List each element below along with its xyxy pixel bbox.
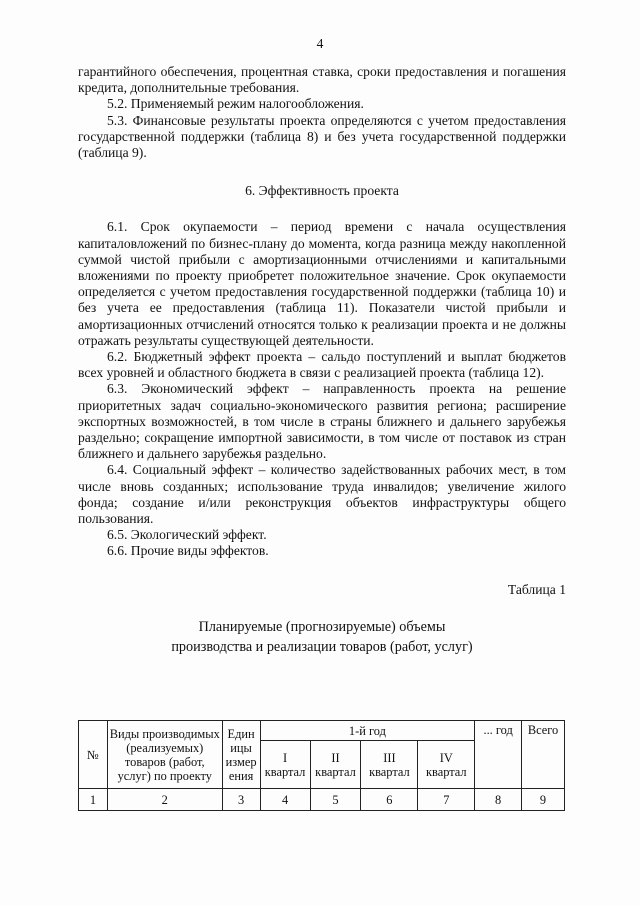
paragraph-6-1: 6.1. Срок окупаемости – период времени с начала осуществления капиталовложений по бизнес-плану до момента, когда разница между накопленной суммой чистой прибыли с амортизационными отчислениями и капитальными вложениями по проекту приобретет положительное значение. Срок окупаемости определяется с учетом предоставления государственной поддержки (таблица 10) и без учета ее предоставления (таблица 11). Показатели чистой прибыли и амортизационных отчислений относятся только к реализации проекта и не должны отражать результаты существующей деятельности. [78, 219, 566, 348]
production-table [78, 720, 565, 811]
table-cell: 7 [418, 789, 475, 811]
table-title [78, 617, 566, 657]
paragraph-6-6: 6.6. Прочие виды эффектов. [107, 543, 269, 559]
table-cell: 3 [222, 789, 260, 811]
paragraph-6-2: 6.2. Бюджетный эффект проекта – сальдо поступлений и выплат бюджетов всех уровней и областного бюджета в связи с реализацией проекта (таблица 12). [78, 349, 566, 381]
table-cell: 8 [475, 789, 522, 811]
header-num: № [79, 721, 108, 789]
table-title-line2: производства и реализации товаров (работ, услуг) [171, 638, 473, 655]
table-cell: 6 [361, 789, 418, 811]
paragraph-6-5: 6.5. Экологический эффект. [107, 527, 267, 543]
header-q3: III квартал [361, 741, 418, 789]
header-q2: II квартал [310, 741, 361, 789]
paragraph-6-4: 6.4. Социальный эффект – количество задействованных рабочих мест, в том числе вновь созданных; использование труда инвалидов; увеличение жилого фонда; создание и/или реконструкция объектов инфраструктуры общего пользования. [78, 462, 566, 527]
header-year-n: ... год [475, 721, 522, 789]
table-cell: 1 [79, 789, 108, 811]
header-q4: IV квартал [418, 741, 475, 789]
section-heading: 6. Эффективность проекта [245, 183, 399, 199]
table-label: Таблица 1 [507, 581, 566, 597]
table-cell: 5 [310, 789, 361, 811]
table-title-line1: Планируемые (прогнозируемые) объемы [198, 618, 446, 635]
header-total: Всего [522, 721, 565, 789]
table-row [79, 789, 565, 811]
paragraph-5-3: 5.3. Финансовые результаты проекта определяются с учетом предоставления государственной поддержки (таблица 8) и без учета государственной поддержки (таблица 9). [78, 112, 566, 161]
header-kinds: Виды производимых (реализуемых) товаров (работ, услуг) по проекту [107, 721, 222, 789]
header-q1: I квартал [260, 741, 310, 789]
paragraph-5-2: 5.2. Применяемый режим налогообложения. [107, 96, 364, 112]
header-row-1 [79, 721, 565, 741]
header-year1: 1-й год [260, 721, 475, 741]
paragraph-6-3: 6.3. Экономический эффект – направленность проекта на решение приоритетных задач социально-экономического развития региона; расширение экспортных возможностей, в том числе в страны ближнего и дальнего зарубежья раздельно; сокращение импортной зависимости, в том числе от поставок из стран ближнего и дальнего зарубежья раздельно. [78, 381, 566, 462]
table-cell: 2 [107, 789, 222, 811]
paragraph-credit-terms: гарантийного обеспечения, процентная ставка, сроки предоставления и погашения кредита, дополнительные требования. [78, 64, 566, 96]
table-cell: 9 [522, 789, 565, 811]
document-body [78, 64, 566, 657]
page-number: 4 [316, 36, 324, 51]
table-cell: 4 [260, 789, 310, 811]
header-unit: Един ицы измер ения [222, 721, 260, 789]
